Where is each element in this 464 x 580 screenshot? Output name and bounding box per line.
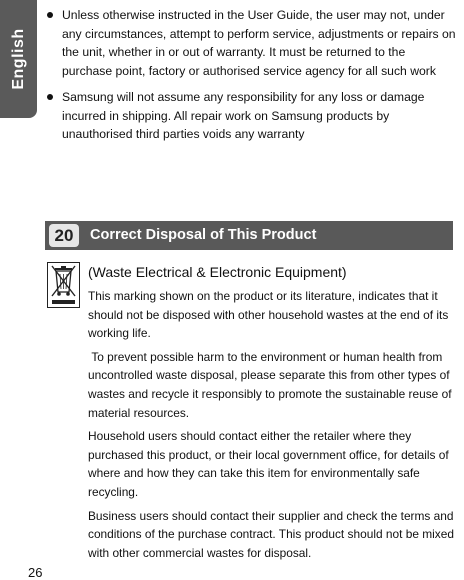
disposal-content: [88, 262, 462, 567]
warranty-bullet-list: [45, 6, 457, 152]
page-number: 26: [28, 565, 43, 580]
bullet-dot-icon: [47, 94, 53, 100]
list-item: [45, 6, 457, 80]
list-item-text: Unless otherwise instructed in the User Guide, the user may not, under any circumstances, attempt to perform service, adjustments or repairs on the unit, whether in or out of warranty. It must be returned to the purchase point, factory or authorised service agency for all such work: [62, 8, 456, 78]
section-title: Correct Disposal of This Product: [90, 227, 317, 243]
bullet-dot-icon: [47, 12, 53, 18]
paragraph: Business users should contact their supplier and check the terms and conditions of the purchase contract. This product should not be mixed with other commercial wastes for disposal.: [88, 508, 454, 560]
section-subtitle: (Waste Electrical & Electronic Equipment): [88, 264, 347, 280]
section-number-badge: 20: [49, 224, 79, 247]
section-header: [45, 221, 453, 250]
language-tab: [0, 0, 37, 118]
language-tab-label: English: [9, 28, 27, 90]
paragraph: Household users should contact either the retailer where they purchased this product, or their local government office, for details of where and how they can take this item for environmentally safe recycling.: [88, 429, 449, 499]
list-item-text: Samsung will not assume any responsibility for any loss or damage incurred in shipping. All repair work on Samsung products by unauthorised third parties voids any warranty: [62, 90, 425, 141]
paragraph: To prevent possible harm to the environment or human health from uncontrolled waste disposal, please separate this from other types of wastes and recycle it responsibly to promote the sustainable reuse of material resources.: [88, 349, 455, 420]
crossed-out-wheelie-bin-icon: [47, 262, 80, 308]
list-item: [45, 88, 457, 144]
paragraph: This marking shown on the product or its literature, indicates that it should not be disposed with other household wastes at the end of its working life.: [88, 289, 449, 341]
